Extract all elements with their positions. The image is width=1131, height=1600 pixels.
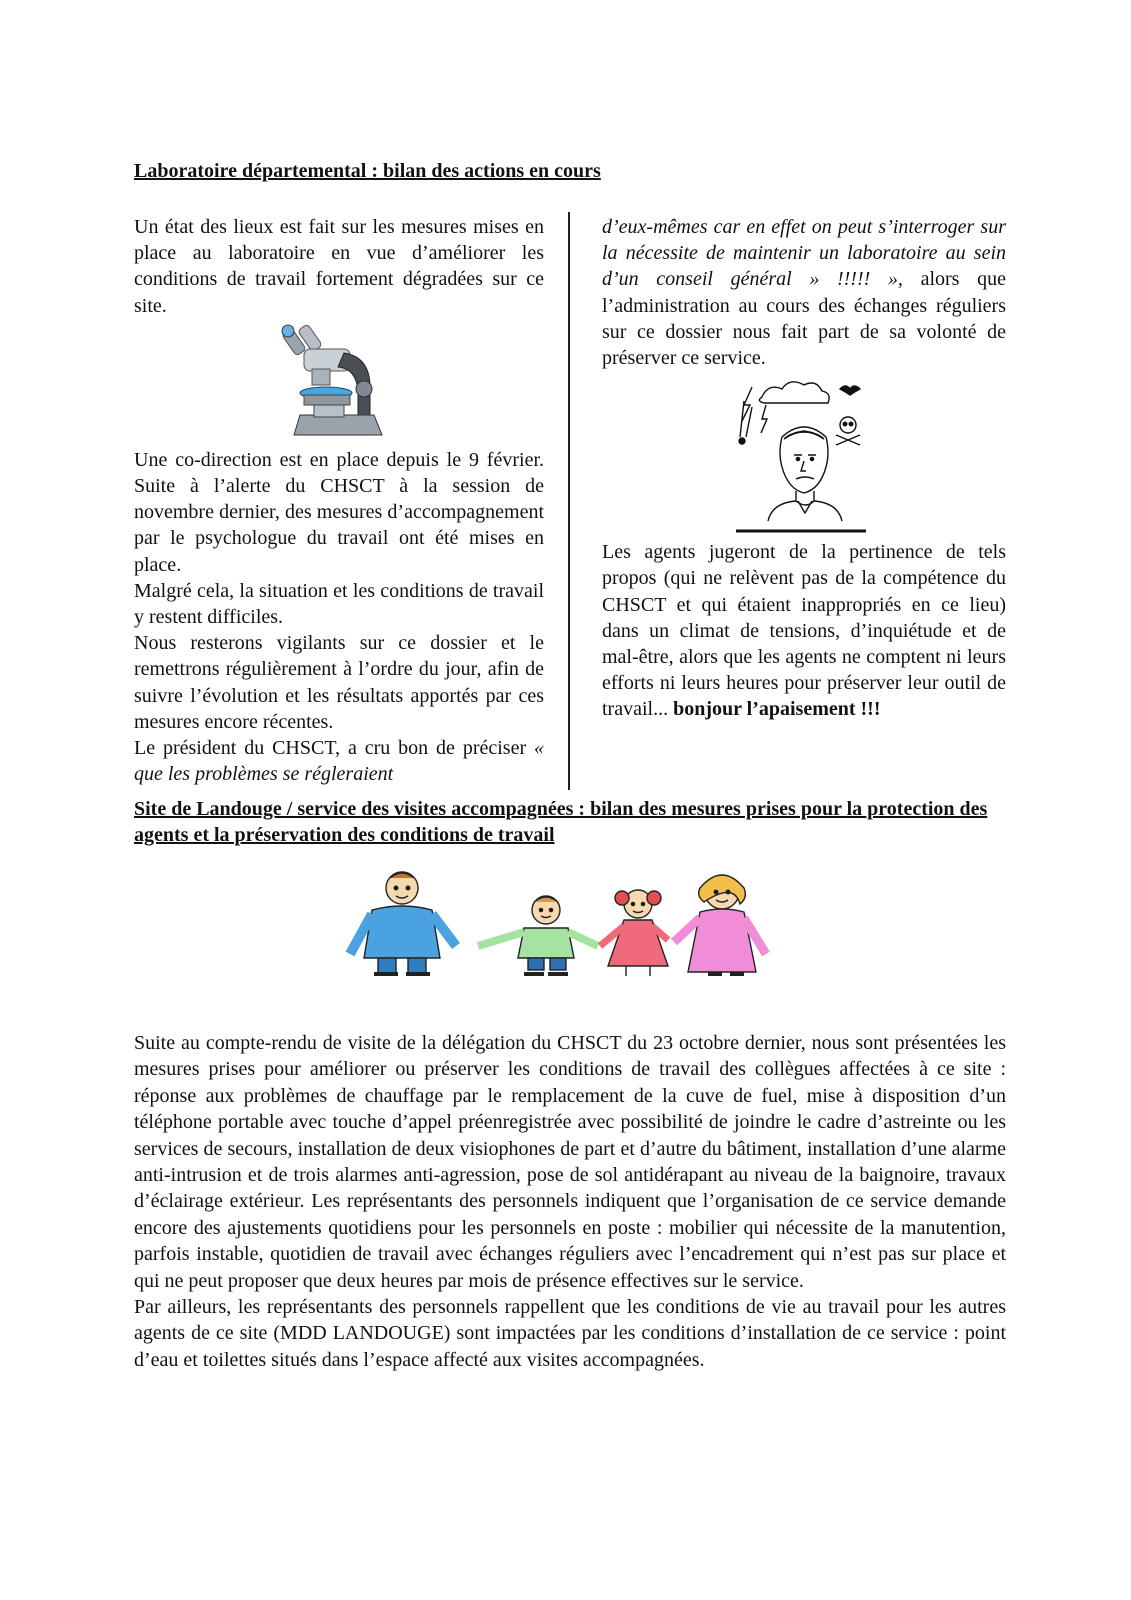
stressed-man-illustration: [602, 375, 1006, 535]
right-column: [602, 214, 1006, 723]
section2-paragraph-1: Suite au compte-rendu de visite de la délégation du CHSCT du 23 octobre dernier, nous sont présentées les mesures prises pour améliorer ou préserver les conditions de travail des collègues affectées à ce site : réponse aux problèmes de chauffage par le remplacement de la cuve de fuel, mise à disposition d’un téléphone portable avec touche d’appel préenregistrée avec possibilité de joindre le cadre d’astreinte ou les services de secours, installation de deux visiophones de part et d’autre du bâtiment, installation d’une alarme anti-intrusion et de trois alarmes anti-agression, pose de sol antidérapant au niveau de la baignoire, travaux d’éclairage extérieur. Les représentants des personnels indiquent que l’organisation de ce service demande encore des ajustements quotidiens pour les personnels en poste : mobilier qui nécessite de la manutention, parfois instable, quotidien de travail avec échanges réguliers avec l’encadrement qui n’est pas sur place et qui ne peut proposer que deux heures par mois de présence effectives sur le service.: [134, 1032, 1006, 1292]
left-paragraph-3: Malgré cela, la situation et les conditions de travail y restent difficiles.: [134, 579, 544, 629]
right-paragraph-1: [602, 214, 1006, 371]
section2-paragraph-2: Par ailleurs, les représentants des personnels rappellent que les conditions de vie au travail pour les autres agents de ce site (MDD LANDOUGE) sont impactées par les conditions d’installation de ce service : point d’eau et toilettes situés dans l’espace affecté aux visites accompagnées.: [134, 1296, 1006, 1371]
left-column: [134, 214, 544, 787]
section1-title: Laboratoire départemental : bilan des actions en cours: [134, 160, 601, 182]
section2-title: Site de Landouge / service des visites accompagnées : bilan des mesures prises pour la protection des agents et la préservation des conditions de travail: [134, 798, 988, 846]
right-paragraph-1-quote: d’eux-mêmes car en effet on peut s’interroger sur la nécessite de maintenir un laboratoire au sein d’un conseil général » !!!!! »,: [602, 216, 1006, 291]
column-divider: [568, 212, 570, 790]
right-paragraph-2: [602, 539, 1006, 722]
left-paragraph-5: [134, 735, 544, 787]
left-paragraph-5-quote: « que les problèmes se régleraient: [134, 737, 544, 786]
right-paragraph-2-emphasis: bonjour l’apaisement !!!: [673, 698, 881, 721]
left-paragraph-4: Nous resterons vigilants sur ce dossier et le remettrons régulièrement à l’ordre du jour, afin de suivre l’évolution et les résultats apportés par ces mesures encore récentes.: [134, 632, 544, 733]
right-paragraph-1-plain: alors que l’administration au cours des échanges réguliers sur ce dossier nous fait part de sa volonté de préserver ce service.: [602, 268, 1006, 370]
left-paragraph-2: Une co-direction est en place depuis le 9 février. Suite à l’alerte du CHSCT à la session de novembre dernier, des mesures d’accompagnement par le psychologue du travail ont été mises en place.: [134, 448, 544, 576]
family-illustration: [338, 870, 784, 982]
left-paragraph-5-plain: Le président du CHSCT, a cru bon de préciser: [134, 737, 534, 760]
left-paragraph-1: Un état des lieux est fait sur les mesures mises en place au laboratoire en vue d’améliorer les conditions de travail fortement dégradées sur ce site.: [134, 216, 544, 317]
section2-body: [134, 1030, 1006, 1373]
right-paragraph-2-plain: Les agents jugeront de la pertinence de tels propos (qui ne relèvent pas de la compétence du CHSCT et qui étaient inappropriés en ce lieu) dans un climat de tensions, d’inquiétude et de mal-être, alors que les agents ne comptent ni leurs efforts ni leurs heures pour préserver leur outil de travail...: [602, 541, 1006, 721]
microscope-illustration: [134, 323, 544, 441]
